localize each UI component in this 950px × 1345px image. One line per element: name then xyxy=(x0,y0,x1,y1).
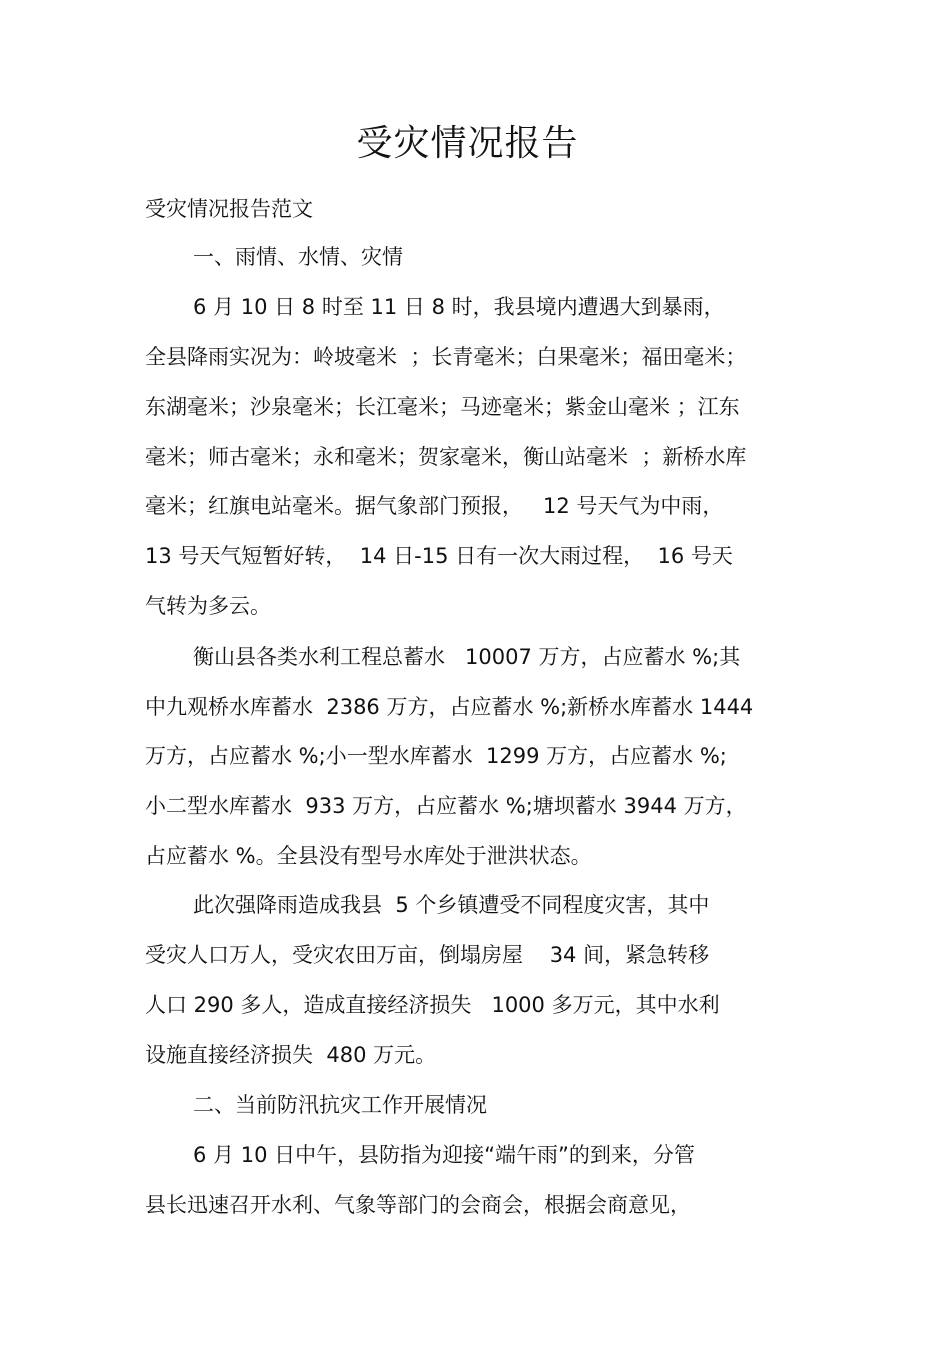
paragraph-line: 万方，占应蓄水 %;小一型水库蓄水 1299 万方，占应蓄水 %; xyxy=(145,744,727,768)
section-heading-1: 一、雨情、水情、灾情 xyxy=(193,245,403,269)
paragraph-line: 全县降雨实况为：岭坡毫米 ；长青毫米；白果毫米；福田毫米； xyxy=(145,345,747,369)
paragraph-line: 中九观桥水库蓄水 2386 万方，占应蓄水 %;新桥水库蓄水 1444 xyxy=(145,695,754,719)
paragraph-line: 衡山县各类水利工程总蓄水 10007 万方，占应蓄水 %;其 xyxy=(193,645,741,669)
paragraph-line: 6 月 10 日中午，县防指为迎接“端午雨”的到来，分管 xyxy=(193,1143,695,1167)
paragraph-line: 小二型水库蓄水 933 万方，占应蓄水 %;塘坝蓄水 3944 万方， xyxy=(145,794,747,818)
document-title: 受灾情况报告 xyxy=(356,123,579,164)
paragraph-line: 东湖毫米；沙泉毫米；长江毫米；马迹毫米；紫金山毫米 ；江东 xyxy=(145,395,740,419)
paragraph-line: 此次强降雨造成我县 5 个乡镇遭受不同程度灾害，其中 xyxy=(193,893,710,917)
paragraph-line: 县长迅速召开水利、气象等部门的会商会，根据会商意见， xyxy=(145,1193,691,1217)
paragraph-line: 气转为多云。 xyxy=(145,594,271,618)
paragraph-line: 占应蓄水 %。全县没有型号水库处于泄洪状态。 xyxy=(145,844,592,868)
paragraph-line: 毫米；红旗电站毫米。据气象部门预报， 12 号天气为中雨， xyxy=(145,494,724,518)
section-heading-2: 二、当前防汛抗灾工作开展情况 xyxy=(193,1093,487,1117)
paragraph-line: 受灾人口万人，受灾农田万亩，倒塌房屋 34 间，紧急转移 xyxy=(145,943,710,967)
paragraph-line: 13 号天气短暂好转， 14 日-15 日有一次大雨过程， 16 号天 xyxy=(145,544,733,568)
paragraph-line: 人口 290 多人，造成直接经济损失 1000 多万元，其中水利 xyxy=(145,993,720,1017)
paragraph-line: 设施直接经济损失 480 万元。 xyxy=(145,1043,437,1067)
paragraph-line: 6 月 10 日 8 时至 11 日 8 时，我县境内遭遇大到暴雨， xyxy=(193,295,725,319)
subtitle-line: 受灾情况报告范文 xyxy=(145,197,313,221)
paragraph-line: 毫米；师古毫米；永和毫米；贺家毫米，衡山站毫米 ；新桥水库 xyxy=(145,445,747,469)
